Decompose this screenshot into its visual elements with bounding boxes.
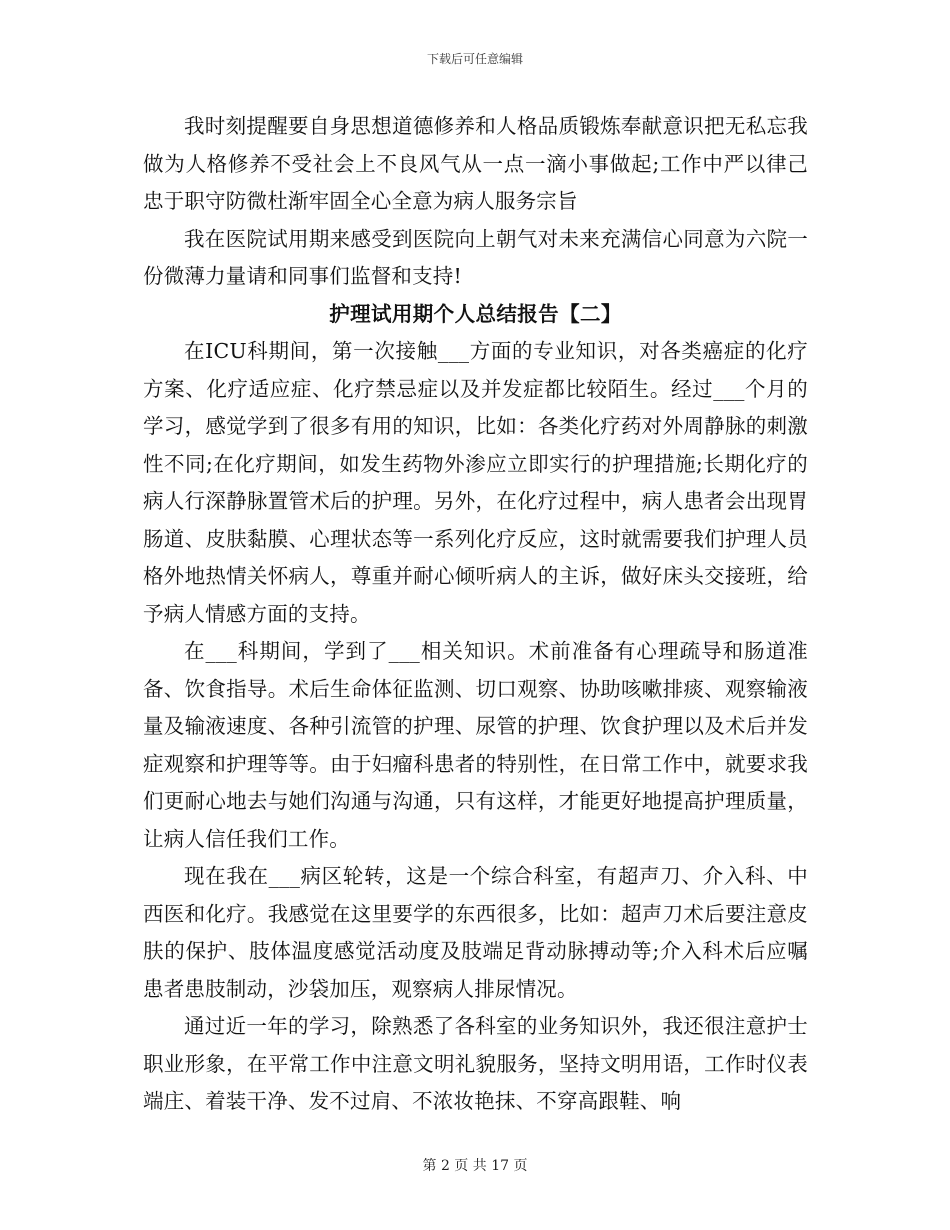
page-number-footer: 第 2 页 共 17 页: [422, 1158, 528, 1174]
body-paragraph: 现在我在___病区轮转，这是一个综合科室，有超声刀、介入科、中西医和化疗。我感觉在这里要学的东西很多，比如：超声刀术后要注意皮肤的保护、肢体温度感觉活动度及肢端足背动脉搏动等;介入科术后应嘱患者患肢制动，沙袋加压，观察病人排尿情况。: [143, 864, 808, 1001]
document-body: [143, 108, 808, 1121]
body-paragraph: 我在医院试用期来感受到医院向上朝气对未来充满信心同意为六院一份微薄力量请和同事们监督和支持!: [143, 226, 808, 288]
body-paragraph: 我时刻提醒要自身思想道德修养和人格品质锻炼奉献意识把无私忘我做为人格修养不受社会上不良风气从一点一滴小事做起;工作中严以律己忠于职守防微杜渐牢固全心全意为病人服务宗旨: [143, 114, 808, 213]
body-paragraph: 在___科期间，学到了___相关知识。术前准备有心理疏导和肠道准备、饮食指导。术后生命体征监测、切口观察、协助咳嗽排痰、观察输液量及输液速度、各种引流管的护理、尿管的护理、饮食护理以及术后并发症观察和护理等等。由于妇瘤科患者的特别性，在日常工作中，就要求我们更耐心地去与她们沟通与沟通，只有这样，才能更好地提高护理质量，让病人信任我们工作。: [143, 639, 808, 851]
body-paragraph: 通过近一年的学习，除熟悉了各科室的业务知识外，我还很注意护士职业形象，在平常工作中注意文明礼貌服务，坚持文明用语，工作时仪表端庄、着装干净、发不过肩、不浓妆艳抹、不穿高跟鞋、响: [143, 1014, 808, 1113]
section-title: 护理试用期个人总结报告【二】: [329, 301, 622, 326]
page-header-note: 下载后可任意编辑: [426, 52, 523, 66]
body-paragraph: 在ICU科期间，第一次接触___方面的专业知识，对各类癌症的化疗方案、化疗适应症、化疗禁忌症以及并发症都比较陌生。经过___个月的学习，感觉学到了很多有用的知识，比如：各类化疗药对外周静脉的刺激性不同;在化疗期间，如发生药物外渗应立即实行的护理措施;长期化疗的病人行深静脉置管术后的护理。另外，在化疗过程中，病人患者会出现胃肠道、皮肤黏膜、心理状态等一系列化疗反应，这时就需要我们护理人员格外地热情关怀病人，尊重并耐心倾听病人的主诉，做好床头交接班，给予病人情感方面的支持。: [143, 339, 808, 626]
